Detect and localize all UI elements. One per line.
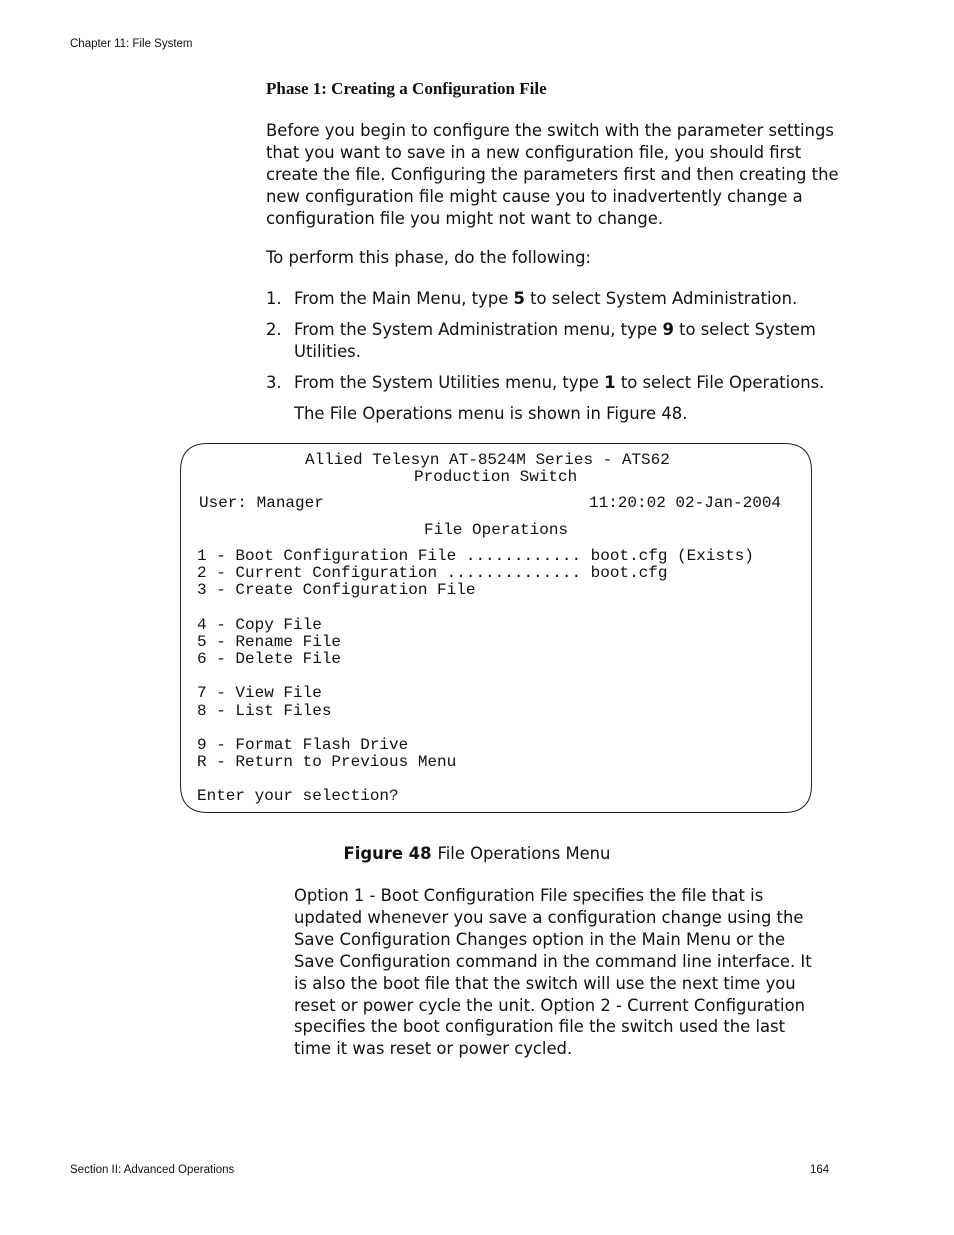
step-note: The File Operations menu is shown in Figure 48. xyxy=(294,403,688,423)
figure-label: Figure 48 xyxy=(343,844,432,863)
step-key: 5 xyxy=(513,289,525,308)
step-text: to select File Operations. xyxy=(615,372,825,392)
menu-option: 8 - List Files xyxy=(197,702,332,720)
step-number: 3. xyxy=(266,372,282,392)
terminal-subtitle: Production Switch xyxy=(414,468,578,486)
step-item xyxy=(266,288,841,310)
step-item xyxy=(266,372,841,425)
step-text: From the System Administration menu, type xyxy=(294,319,663,339)
step-text: From the Main Menu, type xyxy=(294,289,514,308)
terminal-menu-title: File Operations xyxy=(424,521,569,539)
page-number: 164 xyxy=(810,1164,830,1176)
step-key: 1 xyxy=(604,372,616,392)
step-key: 9 xyxy=(662,319,674,339)
terminal-datetime: 11:20:02 02-Jan-2004 xyxy=(589,494,782,512)
running-header: Chapter 11: File System xyxy=(70,38,193,50)
footer-section: Section II: Advanced Operations xyxy=(70,1164,235,1176)
section-heading: Phase 1: Creating a Configuration File xyxy=(266,79,547,98)
step-text: to select System Utilities. xyxy=(294,319,816,361)
step-item xyxy=(266,319,841,363)
menu-option: 7 - View File xyxy=(197,684,322,702)
menu-option: 1 - Boot Configuration File ............ boot.cfg (Exists) xyxy=(197,547,754,565)
figure-title: File Operations Menu xyxy=(437,844,611,863)
menu-option: 4 - Copy File xyxy=(197,616,322,634)
intro-paragraph: Before you begin to configure the switch with the parameter settings that you want to save in a new configuration file, you should first create the file. Configuring the parameters first and then creating the new configuration file might cause you to inadvertently change a configuration file you might not want to change. xyxy=(266,121,839,228)
step-number: 2. xyxy=(266,319,282,339)
menu-option: 5 - Rename File xyxy=(197,633,342,651)
menu-option: R - Return to Previous Menu xyxy=(197,753,457,771)
terminal-prompt: Enter your selection? xyxy=(197,787,399,805)
instruction-lead: To perform this phase, do the following: xyxy=(266,248,592,267)
step-list xyxy=(266,288,841,434)
menu-option: 9 - Format Flash Drive xyxy=(197,736,409,754)
menu-option: 6 - Delete File xyxy=(197,650,342,668)
figure-caption xyxy=(0,844,954,863)
step-text: From the System Utilities menu, type xyxy=(294,372,605,392)
step-text: to select System Administration. xyxy=(524,289,798,308)
menu-option: 3 - Create Configuration File xyxy=(197,581,476,599)
option-description: Option 1 - Boot Configuration File specifies the file that is updated whenever you save a configuration change using the Save Configuration Changes option in the Main Menu or the Save Configuration command in the command line interface. It is also the boot file that the switch will use the next time you reset or power cycle the unit. Option 2 - Current Configuration specifies the boot configuration file the switch used the last time it was reset or power cycled. xyxy=(294,886,812,1059)
terminal-title: Allied Telesyn AT-8524M Series - ATS62 xyxy=(305,451,670,469)
terminal-screen xyxy=(180,443,812,813)
step-number: 1. xyxy=(266,289,282,308)
terminal-user: User: Manager xyxy=(199,494,324,512)
menu-option: 2 - Current Configuration .............. boot.cfg xyxy=(197,564,668,582)
